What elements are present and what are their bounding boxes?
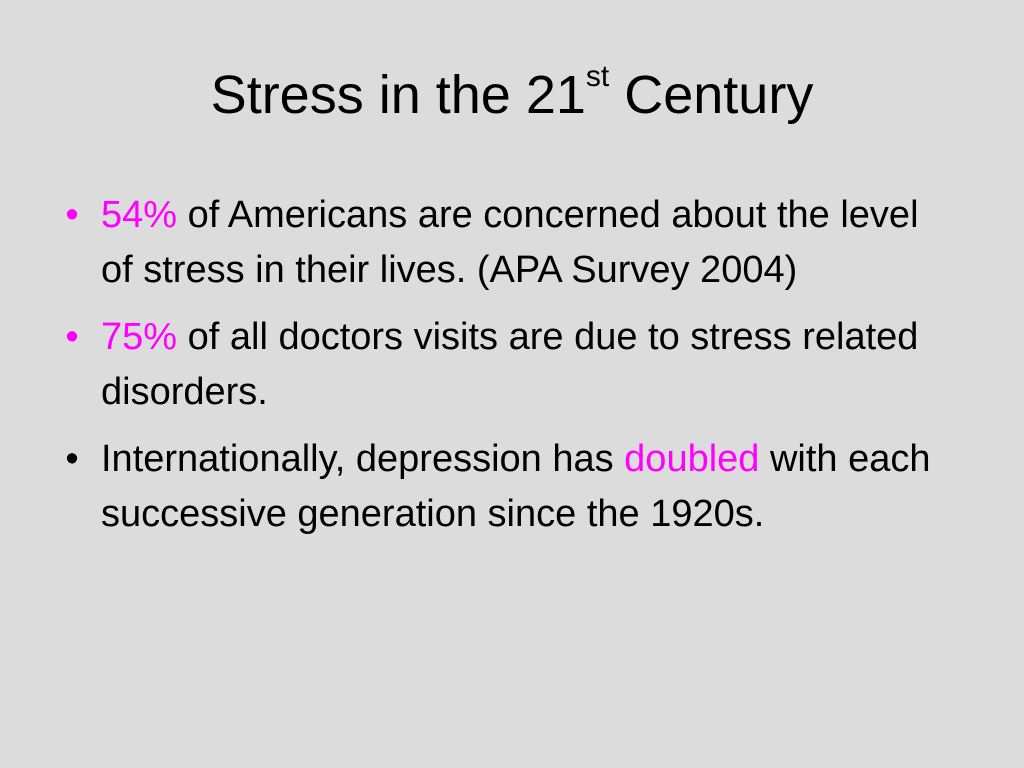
slide-title <box>0 62 1024 128</box>
bullet-icon: • <box>65 438 79 480</box>
bullet-item <box>60 310 960 420</box>
highlight-word: doubled <box>624 438 760 480</box>
bullet-icon: • <box>65 316 79 358</box>
bullet-item <box>60 188 960 298</box>
bullet-list <box>60 188 960 554</box>
highlight-stat: 54% <box>101 194 178 236</box>
bullet-text: of all doctors visits are due to stress related disorders. <box>101 316 919 413</box>
bullet-icon: • <box>65 194 79 236</box>
bullet-text-lead: Internationally, depression has <box>101 438 625 480</box>
bullet-text: with each successive generation since the 1920s. <box>101 438 931 535</box>
title-prefix: Stress in the 21 <box>210 65 586 125</box>
bullet-text: of Americans are concerned about the level of stress in their lives. (APA Survey 2004) <box>101 194 919 291</box>
title-superscript: st <box>585 60 610 93</box>
bullet-item <box>60 432 960 542</box>
title-suffix: Century <box>609 65 814 125</box>
highlight-stat: 75% <box>101 316 178 358</box>
